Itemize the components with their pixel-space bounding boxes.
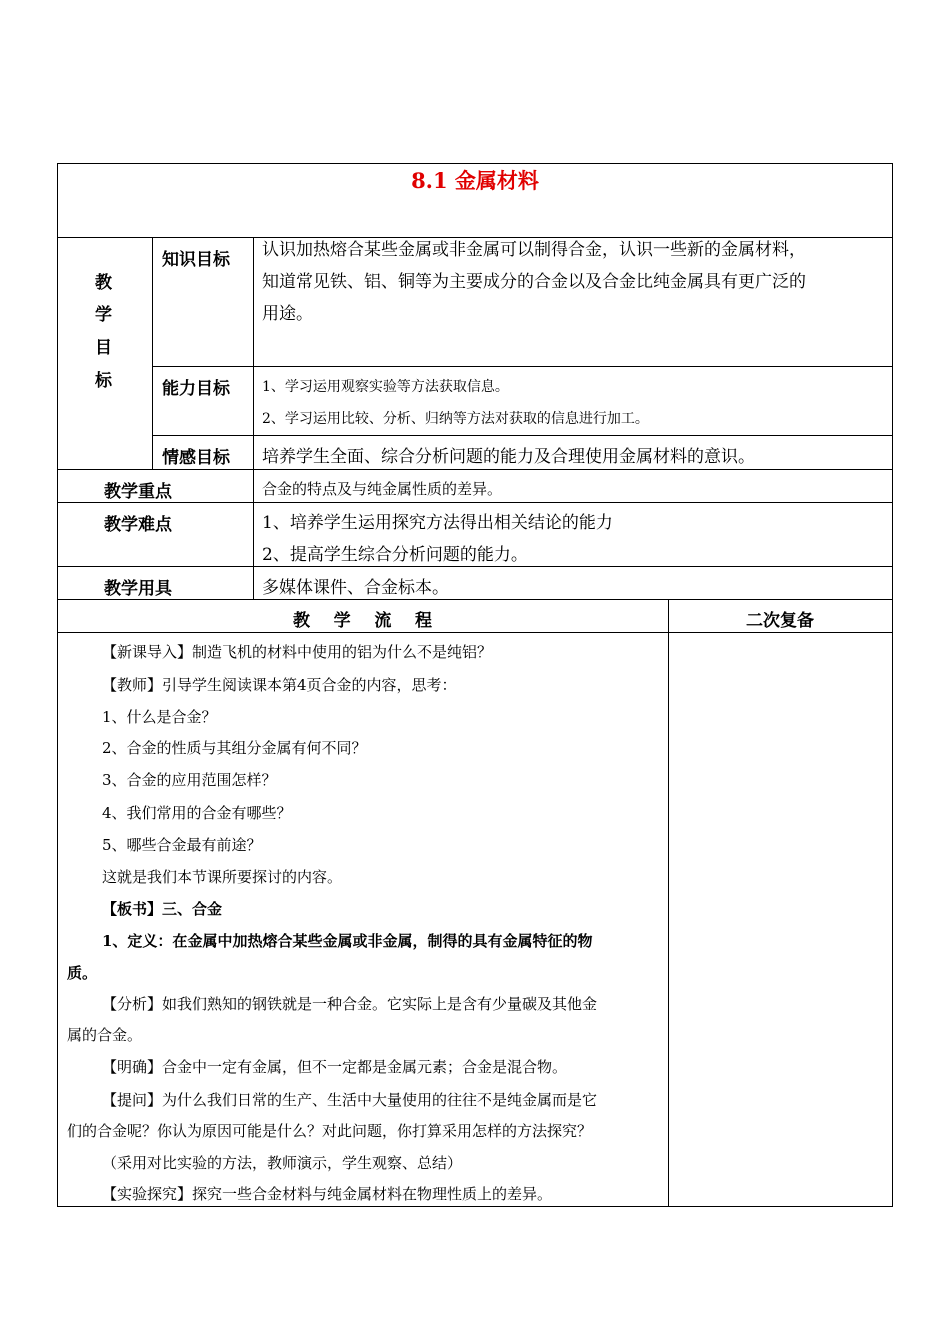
objectives-label-char: 教 <box>95 273 112 293</box>
tools-text: 多媒体课件、合金标本。 <box>262 578 449 598</box>
flow-line: 【实验探究】探究一些合金材料与纯金属材料在物理性质上的差异。 <box>102 1185 553 1203</box>
flow-line: 2、合金的性质与其组分金属有何不同？ <box>102 739 367 757</box>
knowledge-objective-line: 用途。 <box>262 304 313 324</box>
second-prep-header: 二次复备 <box>746 611 814 631</box>
flow-line: 【明确】合金中一定有金属，但不一定都是金属元素；合金是混合物。 <box>102 1058 568 1076</box>
difficulties-label: 教学难点 <box>104 515 172 535</box>
knowledge-objective-line: 认识加热熔合某些金属或非金属可以制得合金，认识一些新的金属材料， <box>262 240 806 260</box>
emotion-objective-label: 情感目标 <box>162 448 230 468</box>
flow-line: 【分析】如我们熟知的钢铁就是一种合金。它实际上是含有少量碳及其他金 <box>102 995 598 1013</box>
objectives-label-char: 目 <box>95 338 112 358</box>
knowledge-objective-label: 知识目标 <box>162 250 230 270</box>
flow-line: 3、合金的应用范围怎样？ <box>102 771 277 789</box>
flow-header: 教 学 流 程 <box>292 611 433 631</box>
difficulties-line: 1、培养学生运用探究方法得出相关结论的能力 <box>262 513 613 533</box>
ability-objective-label: 能力目标 <box>162 379 230 399</box>
flow-line: 属的合金。 <box>67 1026 143 1044</box>
flow-line: 们的合金呢？你认为原因可能是什么？对此问题，你打算采用怎样的方法探究？ <box>67 1122 593 1140</box>
knowledge-objective-line: 知道常见铁、铝、铜等为主要成分的合金以及合金比纯金属具有更广泛的 <box>262 272 806 292</box>
flow-line: （采用对比实验的方法，教师演示，学生观察、总结） <box>102 1154 463 1172</box>
flow-line: 4、我们常用的合金有哪些？ <box>102 804 292 822</box>
ability-objective-line: 1、学习运用观察实验等方法获取信息。 <box>262 379 509 395</box>
tools-label: 教学用具 <box>104 579 172 599</box>
flow-line: 5、哪些合金最有前途？ <box>102 836 262 854</box>
objectives-label-char: 标 <box>95 371 112 391</box>
key-points-text: 合金的特点及与纯金属性质的差异。 <box>262 480 503 498</box>
flow-line: 【新课导入】制造飞机的材料中使用的铝为什么不是纯铝？ <box>102 643 493 661</box>
flow-line: 1、什么是合金？ <box>102 708 217 726</box>
flow-line: 【板书】三、合金 <box>102 900 223 918</box>
flow-line: 【提问】为什么我们日常的生产、生活中大量使用的往往不是纯金属而是它 <box>102 1091 598 1109</box>
flow-line: 这就是我们本节课所要探讨的内容。 <box>102 868 343 886</box>
emotion-objective-text: 培养学生全面、综合分析问题的能力及合理使用金属材料的意识。 <box>262 447 755 467</box>
ability-objective-line: 2、学习运用比较、分析、归纳等方法对获取的信息进行加工。 <box>262 411 649 427</box>
key-points-label: 教学重点 <box>104 482 172 502</box>
objectives-label-char: 学 <box>95 305 112 325</box>
flow-line: 质。 <box>67 964 98 982</box>
flow-line: 1、定义：在金属中加热熔合某些金属或非金属，制得的具有金属特征的物 <box>102 932 593 950</box>
page-title: 8.1 金属材料 <box>411 168 539 193</box>
flow-line: 【教师】引导学生阅读课本第4页合金的内容，思考： <box>102 676 457 694</box>
difficulties-line: 2、提高学生综合分析问题的能力。 <box>262 545 528 565</box>
